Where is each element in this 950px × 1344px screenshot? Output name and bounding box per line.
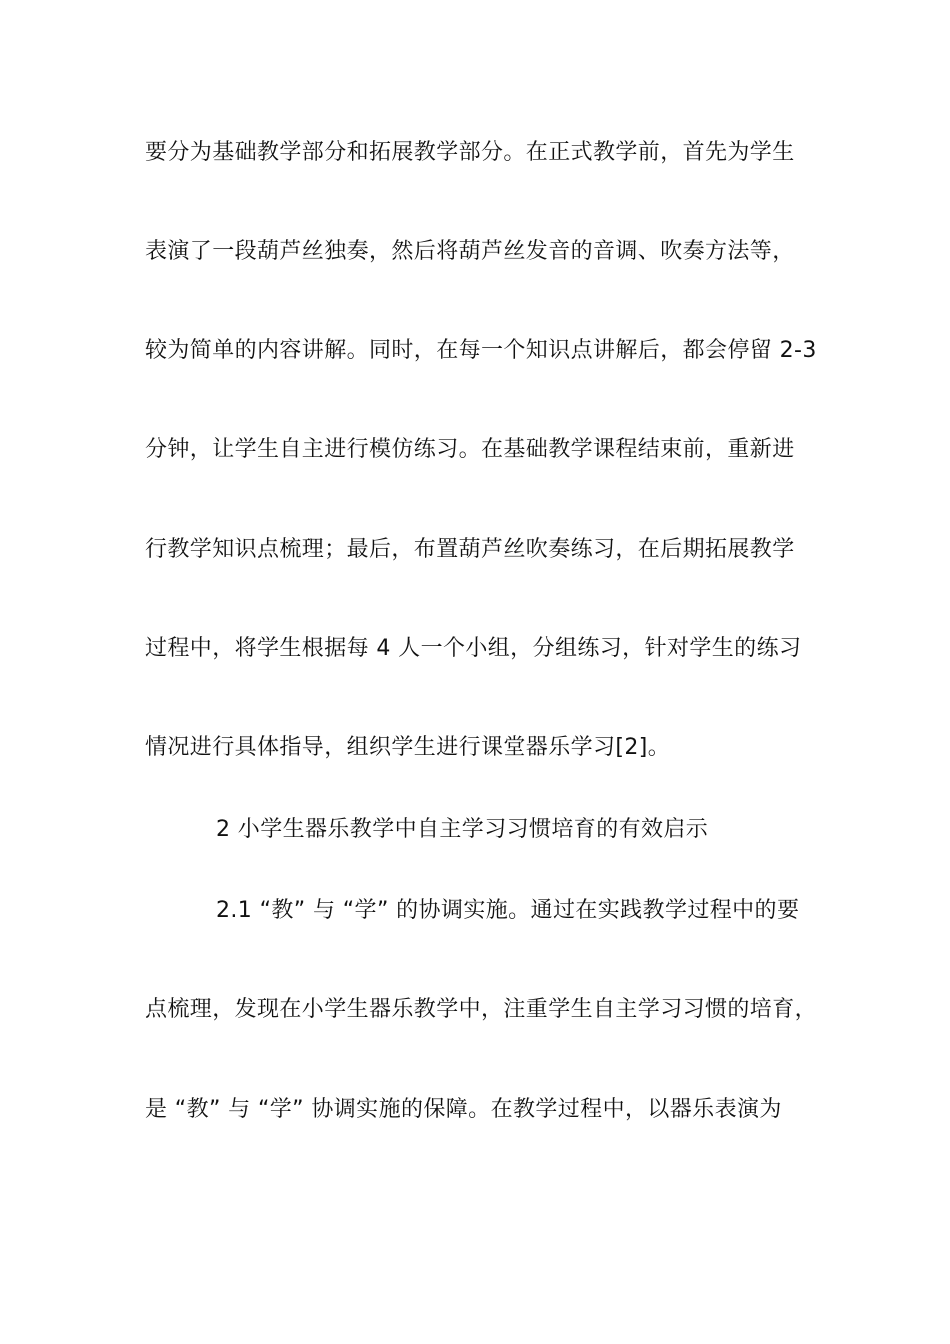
paragraph-line: 情况进行具体指导，组织学生进行课堂器乐学习[2]。 [145,735,671,760]
paragraph-line: 点梳理，发现在小学生器乐教学中，注重学生自主学习习惯的培育， [145,997,818,1022]
paragraph-line: 是 “教” 与 “学” 协调实施的保障。在教学过程中，以器乐表演为 [145,1097,782,1122]
paragraph-line: 过程中，将学生根据每 4 人一个小组，分组练习，针对学生的练习 [145,636,802,661]
paragraph-line: 较为简单的内容讲解。同时，在每一个知识点讲解后，都会停留 2-3 [145,338,817,363]
paragraph-line: 行教学知识点梳理；最后，布置葫芦丝吹奏练习，在后期拓展教学 [145,537,795,562]
paragraph-line: 分钟，让学生自主进行模仿练习。在基础教学课程结束前，重新进 [145,437,795,462]
paragraph-line: 表演了一段葫芦丝独奏，然后将葫芦丝发音的音调、吹奏方法等， [145,239,795,264]
subsection-first-line: 2.1 “教” 与 “学” 的协调实施。通过在实践教学过程中的要 [216,898,800,923]
section-heading: 2 小学生器乐教学中自主学习习惯培育的有效启示 [216,817,709,842]
paragraph-line: 要分为基础教学部分和拓展教学部分。在正式教学前，首先为学生 [145,140,795,165]
